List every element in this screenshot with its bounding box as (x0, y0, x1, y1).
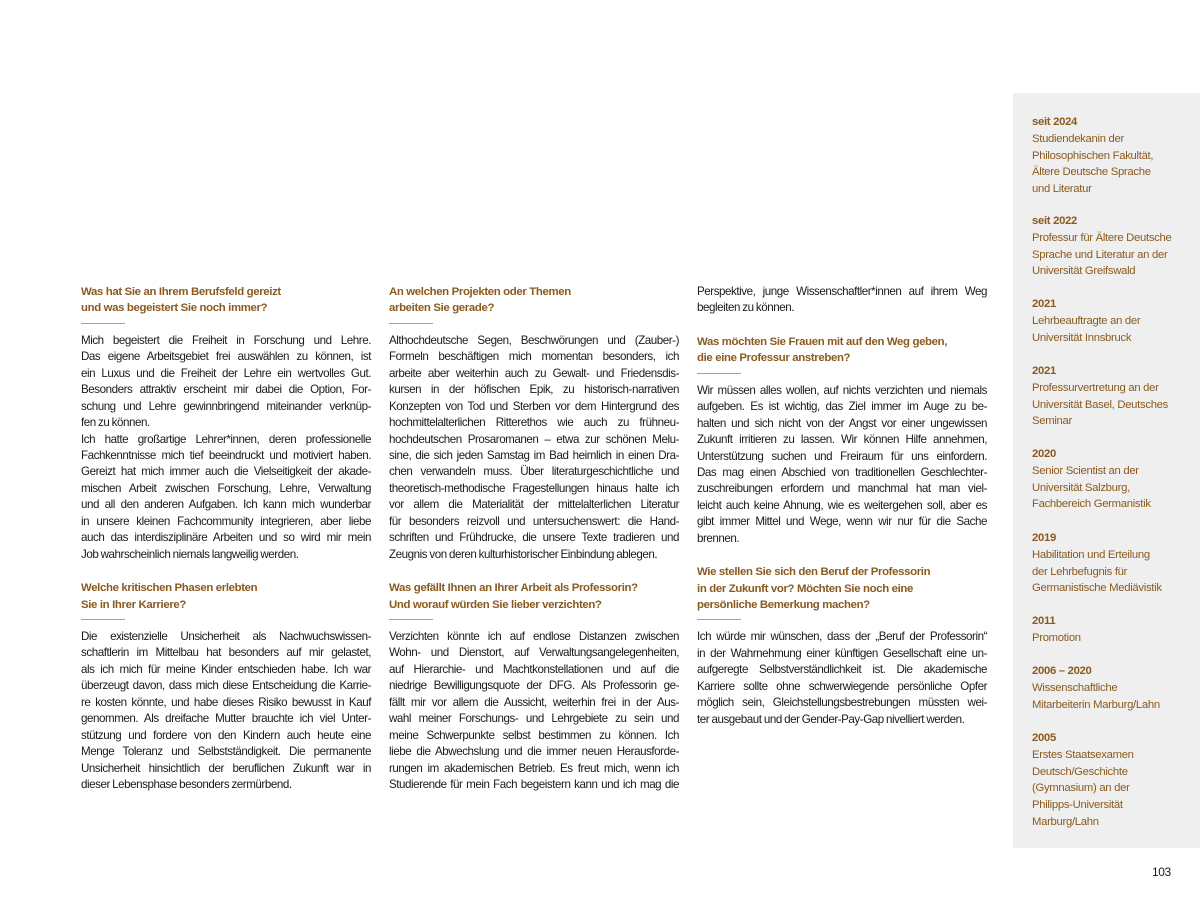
cv-description-line: Philosophischen Fakultät, (1032, 149, 1154, 162)
question-line: arbeiten Sie gerade? (389, 302, 495, 315)
answer-line: Ich hatte großartige Lehrer*innen, deren professionelle (81, 432, 371, 446)
cv-description-line: (Gymnasium) an der (1032, 782, 1130, 795)
answer-line: fen zu können. (81, 416, 150, 430)
answer-line: Das eigene Arbeitsgebiet frei auswählen zu können, ist (81, 350, 371, 364)
cv-entry (1032, 530, 1197, 597)
answer-paragraph (697, 629, 987, 728)
cv-entry (1032, 114, 1197, 198)
answer-line: als ich mich für meine Kinder entschieden habe. Ich war (81, 662, 371, 676)
answer-line: ter ausgebaut und der Gender-Pay-Gap nivelliert werden. (697, 712, 965, 726)
question-heading (697, 334, 987, 367)
answer-line: aufgeregte Selbstverständlichkeit ist. Die akademische (697, 663, 987, 677)
answer-line: genommen. Als dreifache Mutter brauchte ich viel Unter- (81, 712, 371, 726)
cv-description-line: Universität Basel, Deutsches (1032, 398, 1169, 411)
section-gap (697, 547, 987, 564)
cv-year: 2011 (1032, 615, 1056, 627)
answer-line: Perspektive, junge Wissenschaftler*innen auf ihrem Weg (697, 285, 987, 298)
answer-line: arbeite aber weiterhin auch zu Gewalt- und Friedensdis- (389, 366, 679, 380)
answer-line: rungen im akademischen Betrieb. Es freut mich, wenn ich (389, 761, 679, 775)
answer-line: Zeugnis von deren kulturhistorischer Einbindung ablegen. (389, 547, 658, 561)
cv-entry (1032, 730, 1197, 831)
answer-line: Zukunft irritieren zu lassen. Wir können Hilfe annehmen, (697, 433, 987, 447)
cv-entry (1032, 213, 1197, 280)
answer-line: Konzepten von Tod und Sterben vor dem Hintergrund des (389, 399, 679, 413)
cv-year: seit 2024 (1032, 116, 1078, 128)
cv-year: seit 2022 (1032, 215, 1078, 227)
answer-line: aufgeben. Es ist wichtig, das Ziel immer im Auge zu be- (697, 400, 987, 414)
answer-line: Job wahrscheinlich niemals langweilig werden. (81, 547, 299, 561)
cv-description-line: Professur für Ältere Deutsche (1032, 231, 1172, 244)
answer-line: möglich sein, Gleichstellungsbestrebungen müssten wei- (697, 696, 987, 710)
cv-description-line: Universität Innsbruck (1032, 331, 1132, 344)
cv-year: 2021 (1032, 298, 1056, 310)
answer-continuation (697, 284, 987, 317)
question-heading (697, 564, 987, 613)
answer-line: Fachkenntnisse mich tief beeindruckt und motiviert haben. (81, 448, 371, 462)
cv-entry (1032, 663, 1197, 713)
answer-line: ein Luxus und die Freiheit der Lehre ein wertvolles Gut. (81, 366, 371, 380)
cv-description-line: Germanistische Mediävistik (1032, 582, 1162, 595)
cv-description-line: der Lehrbefugnis für (1032, 565, 1128, 578)
answer-line: Besonders attraktiv erscheint mir dabei die Option, For- (81, 383, 371, 397)
cv-year: 2019 (1032, 532, 1056, 544)
answer-line: Karriere sollte ohne schwerwiegende persönliche Opfer (697, 679, 987, 693)
question-line: Was hat Sie an Ihrem Berufsfeld gereizt (81, 286, 281, 298)
cv-description-line: Universität Greifswald (1032, 265, 1136, 278)
section-gap (697, 317, 987, 334)
divider-rule (389, 619, 433, 620)
divider-rule (697, 619, 741, 620)
answer-line: niedrige Bewilligungsquote der DFG. Als Professorin ge- (389, 679, 679, 693)
answer-paragraph (697, 383, 987, 548)
cv-description-line: Seminar (1032, 415, 1072, 428)
answer-line: zuschreibungen erfordern und manchmal hat man viel- (697, 482, 987, 496)
answer-line: stützung und fordere von den Kindern auch heute eine (81, 728, 371, 742)
text-column-2 (389, 284, 679, 794)
answer-line: dieser Lebensphase besonders zermürbend. (81, 778, 292, 792)
divider-rule (697, 373, 741, 374)
answer-line: Verzichten könnte ich auf endlose Distanzen zwischen (389, 629, 679, 643)
answer-line: brennen. (697, 531, 740, 545)
answer-line: Wohn- und Dienstort, auf Verwaltungsangelegenheiten, (389, 646, 679, 660)
answer-line: Gereizt hat mich immer auch die Vielseitigkeit der akade- (81, 465, 371, 479)
cv-description-line: Universität Salzburg, (1032, 481, 1130, 494)
answer-line: und all den anderen Aufgaben. Ich kann mich wunderbar (81, 498, 371, 512)
question-line: in der Zukunft vor? Möchten Sie noch eine (697, 582, 914, 595)
cv-entry (1032, 296, 1197, 346)
answer-line: wahl meiner Forschungs- und Lehrgebiete zu sein und (389, 712, 679, 726)
page-number: 103 (1152, 865, 1171, 879)
text-column-1 (81, 284, 371, 794)
answer-line: Mich begeistert die Freiheit in Forschung und Lehre. (81, 333, 371, 347)
answer-line: leicht auch keine Ahnung, wie es weitergehen soll, aber es (697, 498, 987, 512)
answer-line: schung und Lehre gewinnbringend miteinander verknüp- (81, 399, 371, 413)
answer-line: begleiten zu können. (697, 301, 795, 315)
answer-line: re kosten könnte, und habe dieses Risiko bewusst in Kauf (81, 695, 371, 709)
answer-paragraph (81, 333, 371, 563)
cv-description-line: Promotion (1032, 631, 1081, 644)
answer-paragraph (81, 629, 371, 794)
question-line: Und worauf würden Sie lieber verzichten? (389, 598, 602, 611)
cv-description-line: Habilitation und Erteilung (1032, 548, 1150, 561)
question-heading (389, 580, 679, 613)
question-line: Welche kritischen Phasen erlebten (81, 582, 258, 595)
question-line: die eine Professur anstreben? (697, 352, 851, 365)
question-line: Was möchten Sie Frauen mit auf den Weg geben, (697, 335, 948, 348)
cv-sidebar (1013, 93, 1200, 848)
question-line: Sie in Ihrer Karriere? (81, 598, 186, 611)
answer-line: in der Wahrnehmung einer künftigen Gesellschaft eine un- (697, 646, 987, 660)
answer-line: in unsere kleinen Fachcommunity integrieren, aber liebe (81, 514, 371, 528)
cv-description-line: Ältere Deutsche Sprache (1032, 166, 1151, 179)
answer-line: liebe die Abwechslung und die immer neuen Herausforde- (389, 745, 679, 759)
answer-line: auch das interdisziplinäre Arbeiten und so wird mir mein (81, 531, 371, 545)
answer-line: Studierende für mein Fach begeistern kann und ich mag die (389, 778, 679, 792)
answer-line: fällt mir vor allem die Aussicht, weiterhin frei in der Aus- (389, 695, 679, 709)
answer-line: auf Hierarchie- und Machtkonstellationen und auf die (389, 662, 679, 676)
cv-year: 2021 (1032, 365, 1056, 377)
answer-line: mischen Arbeit zwischen Forschung, Lehre, Verwaltung (81, 481, 371, 495)
cv-entry (1032, 363, 1197, 430)
text-column-3 (697, 284, 987, 728)
answer-line: schriften und Frühdrucke, die unsere Texte tradieren und (389, 531, 679, 545)
answer-line: Althochdeutsche Segen, Beschwörungen und (Zauber-) (389, 333, 679, 347)
answer-line: Wir müssen alles wollen, auf nichts verzichten und niemals (697, 383, 987, 397)
cv-year: 2006 – 2020 (1032, 665, 1092, 677)
cv-description-line: Sprache und Literatur an der (1032, 248, 1168, 261)
divider-rule (389, 323, 433, 324)
divider-rule (81, 323, 125, 324)
answer-line: vor allem die Materialität der mittelalterlichen Literatur (389, 498, 679, 512)
answer-line: hochdeutschen Prosaromanen – etwa zur schönen Melu- (389, 432, 679, 446)
answer-line: kursen in der höfischen Epik, zu historisch-narrativen (389, 383, 679, 397)
answer-line: halten und sich nicht von der Angst vor einer ungewissen (697, 416, 987, 430)
question-heading (389, 284, 679, 317)
cv-description-line: und Literatur (1032, 183, 1092, 196)
answer-line: theoretisch-methodische Fragestellungen hinaus halte ich (389, 481, 679, 495)
answer-line: hochmittelalterlichen Ritterethos wie auch zu frühneu- (389, 416, 679, 430)
cv-description-line: Philipps-Universität (1032, 799, 1123, 812)
question-line: An welchen Projekten oder Themen (389, 286, 571, 298)
cv-description-line: Studiendekanin der (1032, 132, 1124, 145)
question-line: Was gefällt Ihnen an Ihrer Arbeit als Professorin? (389, 582, 638, 595)
answer-line: sine, die sich jeden Samstag im Bad heimlich in einen Dra- (389, 448, 679, 462)
answer-line: schaftlerin im Mittelbau hat besonders auf mir gelastet, (81, 646, 371, 660)
cv-entry (1032, 613, 1197, 647)
cv-description-line: Marburg/Lahn (1032, 815, 1099, 828)
cv-year: 2005 (1032, 732, 1056, 744)
cv-description-line: Deutsch/Geschichte (1032, 765, 1128, 778)
cv-description-line: Wissenschaftliche (1032, 681, 1118, 694)
question-line: und was begeistert Sie noch immer? (81, 302, 268, 315)
answer-line: Unterstützung suchen und Freiraum für uns einfordern. (697, 449, 987, 463)
answer-line: Das mag einen Abschied von traditionellen Geschlechter- (697, 465, 987, 479)
answer-line: Menge Toleranz und Selbstständigkeit. Die permanente (81, 745, 371, 759)
cv-entry (1032, 446, 1197, 513)
answer-line: Formeln beschäftigen mich momentan besonders, ich (389, 350, 679, 364)
question-heading (81, 580, 371, 613)
cv-description-line: Erstes Staatsexamen (1032, 748, 1134, 761)
cv-description-line: Mitarbeiterin Marburg/Lahn (1032, 698, 1160, 711)
answer-line: Unsicherheit hinsichtlich der beruflichen Zukunft war in (81, 761, 371, 775)
answer-paragraph (389, 629, 679, 794)
answer-paragraph (389, 333, 679, 563)
cv-description-line: Fachbereich Germanistik (1032, 498, 1151, 511)
cv-description-line: Lehrbeauftragte an der (1032, 314, 1141, 327)
section-gap (81, 563, 371, 580)
answer-line: für besonders reizvoll und untersuchenswert: die Hand- (389, 514, 679, 528)
answer-line: gibt immer Mittel und Wege, wenn wir nur für die Sache (697, 515, 987, 529)
question-line: persönliche Bemerkung machen? (697, 599, 870, 612)
answer-line: überzeugt davon, dass mich diese Entscheidung die Karrie- (81, 679, 371, 693)
cv-year: 2020 (1032, 448, 1056, 460)
divider-rule (81, 619, 125, 620)
answer-line: meine Schwerpunkte selbst bestimmen zu können. Ich (389, 728, 679, 742)
question-line: Wie stellen Sie sich den Beruf der Professorin (697, 566, 931, 579)
answer-line: chen verwandeln muss. Über literaturgeschichtliche und (389, 465, 679, 479)
section-gap (389, 563, 679, 580)
answer-line: Die existenzielle Unsicherheit als Nachwuchswissen- (81, 629, 371, 643)
answer-line: Ich würde mir wünschen, dass der „Beruf der Professorin“ (697, 630, 987, 644)
cv-description-line: Senior Scientist an der (1032, 464, 1139, 477)
cv-description-line: Professurvertretung an der (1032, 381, 1159, 394)
question-heading (81, 284, 371, 317)
